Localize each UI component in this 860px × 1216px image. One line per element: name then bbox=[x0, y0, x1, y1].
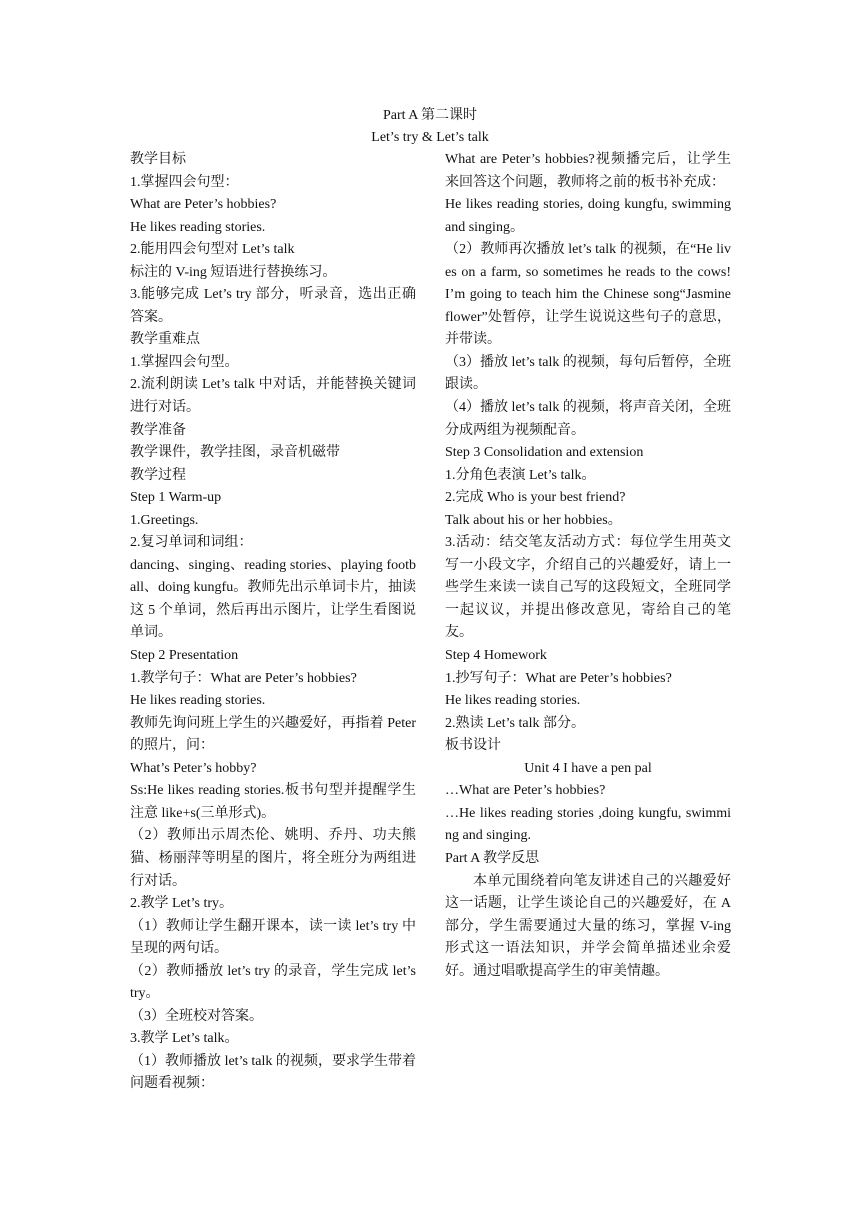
paragraph: （1）教师让学生翻开课本，读一读 let’s try 中呈现的两句话。 bbox=[130, 918, 416, 957]
section-heading: Part A 教学反思 bbox=[445, 850, 540, 866]
paragraph: 教学课件，教学挂图，录音机磁带 bbox=[130, 445, 340, 461]
paragraph: 3.能够完成 Let’s try 部分，听录音，选出正确答案。 bbox=[130, 287, 416, 325]
paragraph: He likes reading stories. bbox=[130, 219, 266, 235]
section-heading: 教学准备 bbox=[130, 422, 186, 438]
paragraph: What’s Peter’s hobby? bbox=[130, 760, 257, 776]
lesson-subtitle: Let’s try & Let’s talk bbox=[371, 130, 489, 145]
paragraph: 1.抄写句子：What are Peter’s hobbies? bbox=[445, 670, 672, 686]
paragraph: dancing、singing、reading stories、playing football、doing kungfu。教师先出示单词卡片，抽读这 5 个单词，然后再出示图片，让学生看图说单词。 bbox=[130, 557, 416, 641]
step-heading: Step 1 Warm-up bbox=[130, 490, 222, 506]
paragraph: （2）教师播放 let’s try 的录音，学生完成 let’s try。 bbox=[130, 963, 416, 1002]
paragraph: 2.教学 Let’s try。 bbox=[130, 896, 234, 912]
paragraph: 2.复习单词和词组： bbox=[130, 535, 253, 551]
paragraph: 1.教学句子：What are Peter’s hobbies? bbox=[130, 670, 357, 686]
paragraph: 2.流利朗读 Let’s talk 中对话，并能替换关键词进行对话。 bbox=[130, 377, 416, 416]
paragraph: 1.掌握四会句型。 bbox=[130, 354, 239, 370]
paragraph: （3）播放 let’s talk 的视频，每句后暂停，全班跟读。 bbox=[445, 354, 731, 393]
step-heading: Step 4 Homework bbox=[445, 648, 547, 664]
paragraph: What are Peter’s hobbies?视频播完后，让学生来回答这个问题，教师将之前的板书补充成： bbox=[445, 152, 731, 190]
paragraph: （3）全班校对答案。 bbox=[130, 1008, 263, 1024]
paragraph: …He likes reading stories ,doing kungfu, swimming and singing. bbox=[445, 805, 731, 844]
paragraph: 3.教学 Let’s talk。 bbox=[130, 1031, 239, 1047]
paragraph: 标注的 V-ing 短语进行替换练习。 bbox=[130, 264, 337, 280]
paragraph: 2.完成 Who is your best friend? bbox=[445, 490, 626, 506]
left-column bbox=[130, 149, 416, 1096]
paragraph: Talk about his or her hobbies。 bbox=[445, 512, 622, 528]
paragraph: He likes reading stories. bbox=[130, 693, 266, 709]
paragraph: （2）教师再次播放 let’s talk 的视频，在“He lives on a farm, so sometimes he reads to the cows! I’m going to teach him the Chinese song“Jasmine flower”处暂停，让学生说说这些句子的意思，并带读。 bbox=[445, 242, 731, 348]
paragraph: He likes reading stories, doing kungfu, swimming and singing。 bbox=[445, 197, 731, 235]
paragraph: 3.活动：结交笔友活动方式：每位学生用英文写一小段文字，介绍自己的兴趣爱好，请上一些学生来读一读自己写的这段短文，全班同学一起议议，并提出修改意见，寄给自己的笔友。 bbox=[445, 535, 731, 641]
paragraph: He likes reading stories. bbox=[445, 693, 581, 709]
paragraph: 1.分角色表演 Let’s talk。 bbox=[445, 467, 596, 483]
paragraph: （1）教师播放 let’s talk 的视频，要求学生带着问题看视频： bbox=[130, 1053, 416, 1092]
section-heading: 教学过程 bbox=[130, 467, 186, 483]
paragraph: （4）播放 let’s talk 的视频，将声音关闭，全班分成两组为视频配音。 bbox=[445, 400, 731, 438]
section-heading: 板书设计 bbox=[445, 738, 501, 754]
lesson-title: Part A 第二课时 bbox=[382, 108, 478, 123]
section-heading: 教学目标 bbox=[130, 152, 186, 167]
step-heading: Step 2 Presentation bbox=[130, 648, 239, 664]
right-column bbox=[445, 149, 731, 983]
paragraph: …What are Peter’s hobbies? bbox=[445, 783, 606, 799]
paragraph: Ss:He likes reading stories.板书句型并提醒学生注意 like+s(三单形式)。 bbox=[130, 783, 416, 821]
step-heading: Step 3 Consolidation and extension bbox=[445, 445, 644, 461]
paragraph: 1.Greetings. bbox=[130, 512, 199, 528]
paragraph: 教师先询问班上学生的兴趣爱好，再指着 Peter 的照片，问： bbox=[130, 715, 416, 754]
section-heading: 教学重难点 bbox=[130, 332, 200, 348]
paragraph: 2.能用四会句型对 Let’s talk bbox=[130, 242, 295, 258]
paragraph: 2.熟读 Let’s talk 部分。 bbox=[445, 715, 585, 731]
paragraph: 1.掌握四会句型： bbox=[130, 174, 239, 190]
reflection-paragraph: 本单元围绕着向笔友讲述自己的兴趣爱好这一话题，让学生谈论自己的兴趣爱好，在 A 部分，学生需要通过大量的练习，掌握 V-ing 形式这一语法知识，并学会简单描述业余爱好。通过唱歌提高学生的审美情趣。 bbox=[445, 873, 731, 979]
board-design-title: Unit 4 I have a pen pal bbox=[524, 760, 652, 776]
paragraph: What are Peter’s hobbies? bbox=[130, 197, 277, 213]
paragraph: （2）教师出示周杰伦、姚明、乔丹、功夫熊猫、杨丽萍等明星的图片，将全班分为两组进行对话。 bbox=[130, 828, 416, 889]
